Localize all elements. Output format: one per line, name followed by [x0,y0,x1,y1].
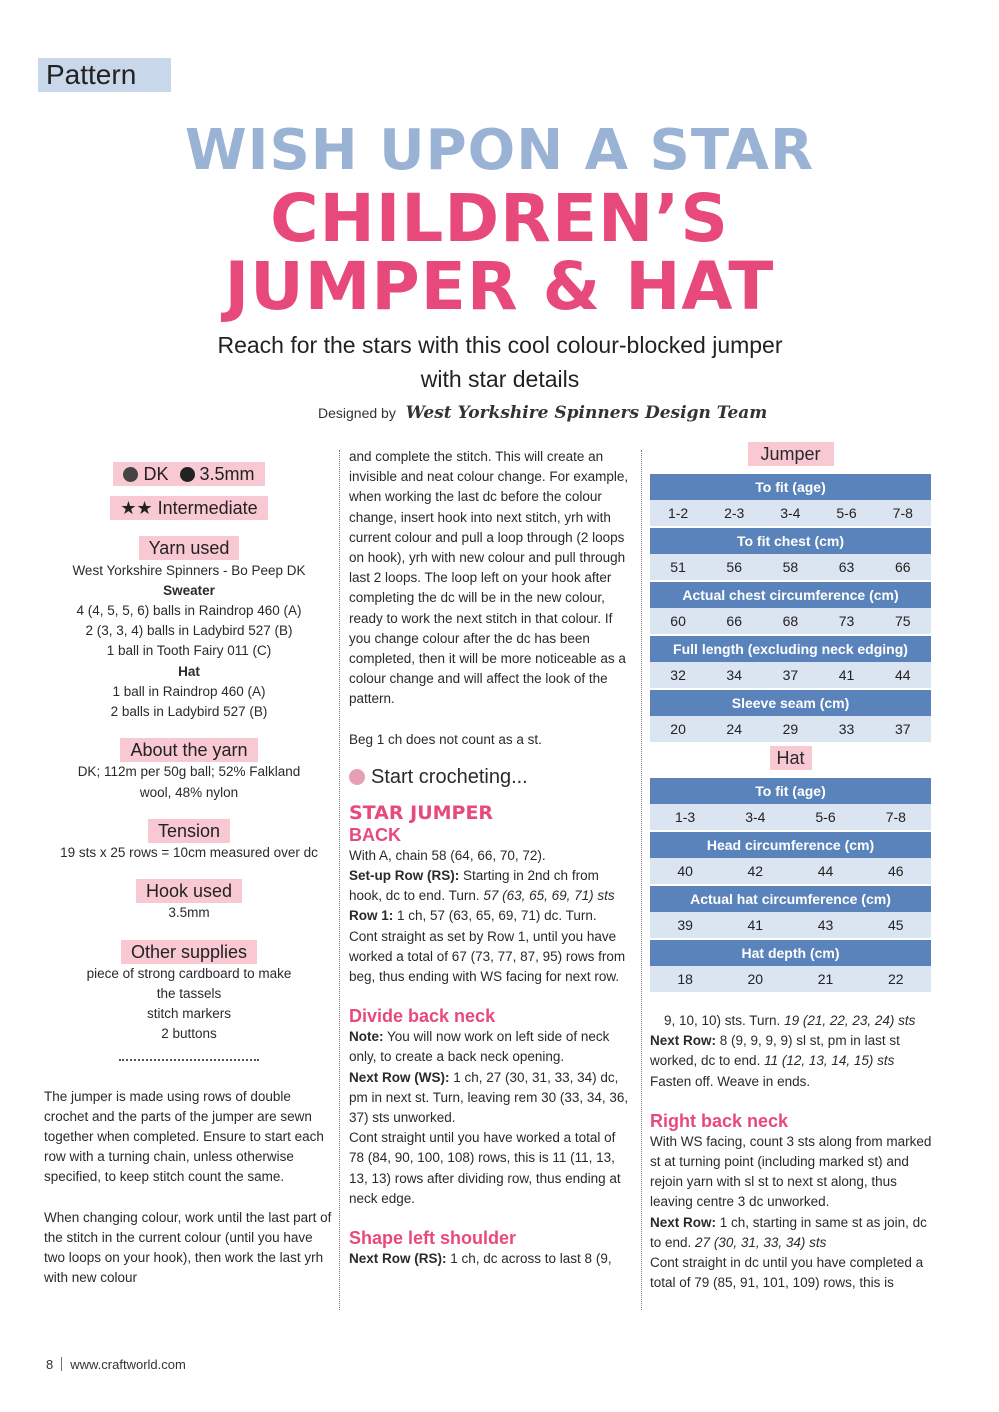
table-header-cell: Actual chest circumference (cm) [650,582,931,608]
table-value-cell: 45 [861,912,931,938]
table-value-cell: 33 [818,716,874,742]
table-value-cell: 32 [650,662,706,688]
subtitle [150,328,850,396]
table-header-row [650,474,931,500]
jumper-size-table [650,442,931,742]
table-header-row [650,582,931,608]
hook-used-heading: Hook used [136,879,242,903]
column-divider [339,450,340,1310]
table-value-cell: 41 [720,912,790,938]
designer-signature: West Yorkshire Spinners Design Team [405,403,768,423]
shoulder-continued [650,1011,935,1031]
table-value-cell: 46 [861,858,931,884]
hat-table-heading: Hat [770,746,812,770]
table-value-cell: 5-6 [790,804,860,830]
table-header-cell: Hat depth (cm) [650,940,931,966]
title-line-2: CHILDREN’S [270,180,729,257]
weight-hook-badge [113,462,264,486]
setup-row [349,866,634,906]
note-label: Note: [349,1029,384,1045]
supply-item: piece of strong cardboard to make [86,965,292,981]
table-value-cell: 29 [762,716,818,742]
shape-left-shoulder-heading: Shape left shoulder [349,1228,517,1249]
page-number: 8 [46,1357,54,1372]
yarn-used-heading: Yarn used [139,536,240,560]
materials-column [44,462,334,1289]
table-value-row [650,662,931,688]
right-back-neck-paragraph: With WS facing, count 3 sts along from marked st at turning point (including marked st) and rejoin yarn with sl st to next st along, thus leaving centre 3 dc unworked. [650,1133,932,1210]
table-value-cell: 44 [875,662,931,688]
table-header-row [650,940,931,966]
about-yarn-line-2: wool, 48% nylon [139,784,239,800]
about-yarn-line-1: DK; 112m per 50g ball; 52% Falkland [77,764,301,780]
cont-straight-2: Cont straight until you have worked a total of 78 (84, 90, 100, 108) rows, this is 11 (11, 13, 13, 13) rows after dividing row, thus ending at neck edge. [349,1130,621,1206]
colour-change-paragraph: and complete the stitch. This will create an invisible and neat colour change. For example, when working the last dc before the colour change, insert hook into next stitch, yrh with current colour and pull a loop through (2 loops on hook), yrh with new colour and pull through last 2 loops. The loop left on your hook after completing the dc will be in the new colour, ready to work the next stitch in that colour. If you change colour after the dc has been completed, then it will be more noticeable as a colour change and will affect the look of the pattern. [349,449,629,707]
footer-separator [61,1357,62,1371]
table-value-cell: 37 [875,716,931,742]
table-value-cell: 5-6 [818,500,874,526]
sweater-label: Sweater [163,582,215,598]
subtitle-line-2: with star details [420,366,580,392]
table-value-cell: 56 [706,554,762,580]
section-tag: Pattern [38,58,171,92]
right-next-row [650,1213,935,1253]
shoulder-continued-count: 19 (21, 22, 23, 24) sts [784,1013,916,1028]
table-value-row [650,500,931,526]
designed-by-label: Designed by [318,405,396,421]
footer-url[interactable]: www.craftworld.com [70,1357,186,1372]
hat-table [650,778,931,992]
tension-text: 19 sts x 25 rows = 10cm measured over dc [60,845,318,861]
next-row-rs-text: 1 ch, dc across to last 8 (9, [446,1251,612,1267]
table-value-cell: 51 [650,554,706,580]
setup-row-text: Starting in 2nd ch from hook, dc to end. Turn. [349,868,599,904]
intro-paragraph-2: When changing colour, work until the last part of the stitch in the current colour (until you have two loops on your hook), then work the last yrh with new colour [44,1209,332,1286]
designer-credit [318,403,767,423]
table-value-row [650,554,931,580]
table-value-cell: 41 [818,662,874,688]
table-value-cell: 43 [790,912,860,938]
table-header-cell: Full length (excluding neck edging) [650,636,931,662]
next-row-ws [349,1068,634,1129]
table-value-cell: 1-3 [650,804,720,830]
shoulder-continued-text: 9, 10, 10) sts. Turn. [664,1013,785,1028]
start-heading-text: Start crocheting... [371,765,528,788]
back-heading: BACK [349,824,401,845]
back-chain-instruction: With A, chain 58 (64, 66, 70, 72). [349,847,546,863]
about-yarn-heading: About the yarn [120,738,257,762]
pattern-column-2 [349,447,634,1269]
table-value-cell: 60 [650,608,706,634]
right-back-neck-heading: Right back neck [650,1110,789,1131]
table-header-cell: Head circumference (cm) [650,832,931,858]
table-value-cell: 66 [875,554,931,580]
table-header-row [650,778,931,804]
table-value-cell: 75 [875,608,931,634]
sweater-yarn-3: 1 ball in Tooth Fairy 011 (C) [106,643,272,659]
yarn-bullet-icon [349,769,365,785]
start-crocheting-heading [349,764,634,790]
supply-item: stitch markers [146,1006,231,1022]
table-value-cell: 21 [790,966,860,992]
table-value-cell: 58 [762,554,818,580]
right-cont-straight: Cont straight in dc until you have completed a total of 79 (85, 91, 101, 109) rows, this is [650,1255,924,1291]
table-value-cell: 42 [720,858,790,884]
table-value-cell: 40 [650,858,720,884]
next-row-rs [349,1249,634,1269]
table-value-row [650,608,931,634]
hat-size-table [650,746,931,992]
supply-item: 2 buttons [161,1026,217,1042]
next-row-rs-label: Next Row (RS): [349,1251,447,1267]
table-header-row [650,690,931,716]
yarn-ball-icon [123,467,138,482]
other-supplies-heading: Other supplies [121,940,257,964]
yarn-brand: West Yorkshire Spinners - Bo Peep DK [72,562,306,578]
table-value-cell: 3-4 [762,500,818,526]
table-value-cell: 34 [706,662,762,688]
next-row-ws-label: Next Row (WS): [349,1069,450,1085]
note [349,1027,634,1067]
jumper-table-heading: Jumper [748,442,834,466]
next-row-text: 8 (9, 9, 9, 9) sl st, pm in last st worked, dc to end. [650,1033,900,1069]
table-header-row [650,886,931,912]
hat-yarn-1: 1 ball in Raindrop 460 (A) [112,683,266,699]
table-value-cell: 1-2 [650,500,706,526]
cont-straight-1: Cont straight as set by Row 1, until you have worked a total of 67 (73, 77, 87, 95) rows from beg, thus ending with WS facing for next row. [349,928,626,985]
hat-yarn-2: 2 balls in Ladybird 527 (B) [110,704,268,720]
setup-row-count: 57 (63, 65, 69, 71) sts [483,888,615,904]
table-value-cell: 63 [818,554,874,580]
beg-ch-note: Beg 1 ch does not count as a st. [349,731,542,747]
intro-paragraph-1: The jumper is made using rows of double crochet and the parts of the jumper are sewn together when completed. Ensure to start each row with a turning chain, unless otherwise specified, to keep stitch count the same. [44,1088,324,1185]
dotted-divider [119,1059,259,1061]
right-next-row-count: 27 (30, 31, 33, 34) sts [695,1234,827,1250]
table-header-row [650,636,931,662]
table-value-row [650,716,931,742]
table-value-cell: 37 [762,662,818,688]
right-next-row-label: Next Row: [650,1214,717,1230]
table-value-row [650,912,931,938]
hook-size: 3.5mm [199,464,255,484]
table-value-cell: 24 [706,716,762,742]
title-line-1: WISH UPON A STAR [184,118,815,183]
table-header-cell: Actual hat circumference (cm) [650,886,931,912]
table-value-cell: 2-3 [706,500,762,526]
table-value-row [650,804,931,830]
yarn-weight: DK [143,464,169,484]
table-header-row [650,528,931,554]
table-value-row [650,858,931,884]
table-value-cell: 20 [650,716,706,742]
next-row-label: Next Row: [650,1033,717,1049]
hook-used-text: 3.5mm [168,905,210,921]
skill-level-badge: ★★ Intermediate [110,496,267,520]
row-1 [349,906,634,926]
fasten-off: Fasten off. Weave in ends. [650,1073,811,1089]
table-header-row [650,832,931,858]
table-value-row [650,966,931,992]
setup-row-label: Set-up Row (RS): [349,868,460,884]
table-value-cell: 66 [706,608,762,634]
hook-icon [180,467,195,482]
table-header-cell: To fit chest (cm) [650,528,931,554]
table-value-cell: 3-4 [720,804,790,830]
table-header-cell: Sleeve seam (cm) [650,690,931,716]
next-row [650,1031,935,1071]
title-line-3: JUMPER & HAT [224,248,775,325]
footer [46,1357,186,1372]
row-1-text: 1 ch, 57 (63, 65, 69, 71) dc. Turn. [393,908,597,924]
tension-heading: Tension [148,819,230,843]
pattern-column-3 [650,1011,935,1293]
table-value-cell: 20 [720,966,790,992]
table-value-cell: 22 [861,966,931,992]
table-value-cell: 7-8 [861,804,931,830]
next-row-count: 11 (12, 13, 14, 15) sts [764,1053,895,1069]
divide-back-neck-heading: Divide back neck [349,1006,496,1027]
star-jumper-heading: STAR JUMPER [349,801,494,824]
sweater-yarn-1: 4 (4, 5, 5, 6) balls in Raindrop 460 (A) [76,603,302,619]
note-text: You will now work on left side of neck only, to create a back neck opening. [349,1029,610,1065]
table-value-cell: 44 [790,858,860,884]
next-row-ws-text: 1 ch, 27 (30, 31, 33, 34) dc, pm in next st. Turn, leaving rem 30 (33, 34, 36, 37) sts unworked. [349,1069,629,1126]
table-value-cell: 73 [818,608,874,634]
table-header-cell: To fit (age) [650,474,931,500]
table-header-cell: To fit (age) [650,778,931,804]
table-value-cell: 7-8 [875,500,931,526]
sweater-yarn-2: 2 (3, 3, 4) balls in Ladybird 527 (B) [85,623,293,639]
row-1-label: Row 1: [349,908,394,924]
table-value-cell: 39 [650,912,720,938]
supply-item: the tassels [156,986,222,1002]
table-value-cell: 68 [762,608,818,634]
subtitle-line-1: Reach for the stars with this cool colour-blocked jumper [217,332,783,358]
column-divider [641,450,642,1310]
hat-label: Hat [178,663,200,679]
table-value-cell: 18 [650,966,720,992]
jumper-table [650,474,931,742]
right-next-row-text: 1 ch, starting in same st as join, dc to end. [650,1214,927,1250]
